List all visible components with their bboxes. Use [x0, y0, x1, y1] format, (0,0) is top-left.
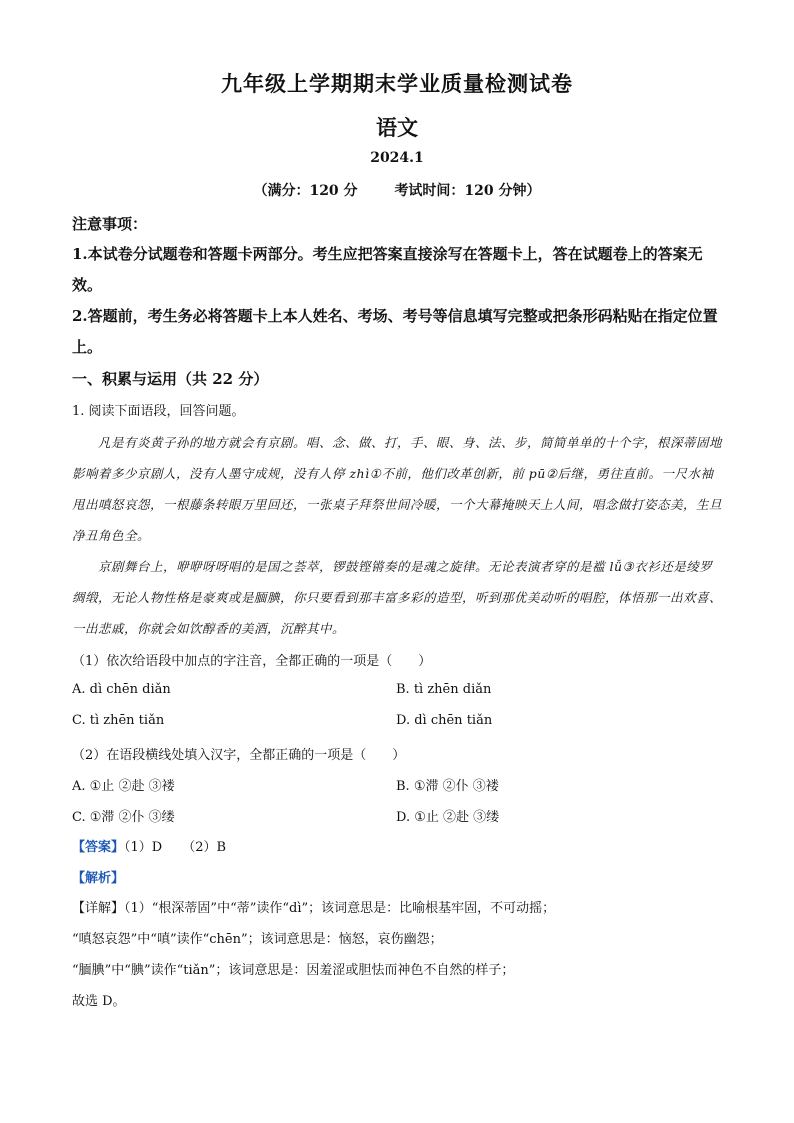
sub2-option-c: C. ①滞 ②仆 ③缕	[72, 810, 175, 825]
exam-time: 考试时间：120 分钟）	[394, 183, 541, 199]
sub-question-2: （2）在语段横线处填入汉字，全都正确的一项是（ ）	[72, 748, 406, 763]
answer-label: 【答案】	[72, 840, 125, 855]
notice-item-2: 2.答题前，考生务必将答题卡上本人姓名、考场、考号等信息填写完整或把条形码粘贴在指定位置上。	[72, 307, 718, 356]
exam-date: 2024.1	[370, 150, 424, 166]
detail-line-4: 故选 D。	[72, 994, 126, 1009]
sub2-option-a: A. ①止 ②赴 ③褛	[72, 779, 175, 794]
passage-paragraph-2: 京剧舞台上，咿咿呀呀唱的是国之荟萃，锣鼓铿锵奏的是魂之旋律。无论表演者穿的是褴 lǚ③衣衫还是绫罗绸缎，无论人物性格是豪爽或是腼腆，你只要看到那丰富多彩的造型，听到那优美动听的唱腔，体悟那一出欢喜、一出悲戚，你就会如饮醇香的美酒，沉醉其中。	[72, 559, 723, 636]
answer-2: （2）B	[182, 840, 227, 855]
answer-line	[72, 836, 724, 855]
detail-line-1: 【详解】（1）“根深蒂固”中“蒂”读作“dì”；该词意思是：比喻根基牢固，不可动摇；	[72, 901, 556, 916]
notice-heading: 注意事项：	[72, 215, 148, 233]
exam-meta	[0, 180, 794, 200]
sub2-option-b: B. ①滞 ②仆 ③褛	[396, 779, 499, 794]
analysis-label	[72, 867, 724, 886]
exam-title: 九年级上学期期末学业质量检测试卷	[221, 71, 573, 96]
passage-paragraph-1: 凡是有炎黄子孙的地方就会有京剧。唱、念、做、打，手、眼、身、法、步，简简单单的十个字，根深蒂固地影响着多少京剧人，没有人墨守成规，没有人停 zhì①不前，他们改革创新，前 pū②后继，勇往直前。一尺水袖甩出嗔怒哀怨，一根藤条转眼万里回还，一张桌子拜祭世间冷暖，一个大幕掩映天上人间，唱念做打姿态美，生旦净丑角色全。	[72, 435, 723, 543]
sub1-option-a: A. dì chēn diǎn	[72, 682, 171, 697]
analysis-label-text: 【解析】	[72, 871, 125, 886]
detail-line-3: “腼腆”中“腆”读作“tiǎn”；该词意思是：因羞涩或胆怯而神色不自然的样子；	[72, 963, 515, 978]
sub1-option-b: B. tì zhēn diǎn	[396, 682, 492, 697]
exam-subject: 语文	[376, 115, 418, 140]
notice-item-1: 1.本试卷分试题卷和答题卡两部分。考生应把答案直接涂写在答题卡上，答在试题卷上的答案无效。	[72, 245, 703, 294]
section-heading: 一、积累与运用（共 22 分）	[72, 370, 269, 388]
question-1-prompt: 1. 阅读下面语段，回答问题。	[72, 404, 245, 419]
sub2-option-d: D. ①止 ②赴 ③缕	[396, 810, 500, 825]
sub-question-1: （1）依次给语段中加点的字注音，全都正确的一项是（ ）	[72, 654, 432, 669]
detail-block	[72, 893, 724, 1017]
sub1-option-d: D. dì chēn tiǎn	[396, 713, 493, 728]
detail-line-2: “嗔怒哀怨”中“嗔”读作“chēn”；该词意思是：恼怒，哀伤幽怨；	[72, 932, 443, 947]
answer-1: （1）D	[124, 840, 163, 855]
sub1-option-c: C. tì zhēn tiǎn	[72, 713, 165, 728]
full-score: （满分：120 分	[253, 183, 358, 199]
